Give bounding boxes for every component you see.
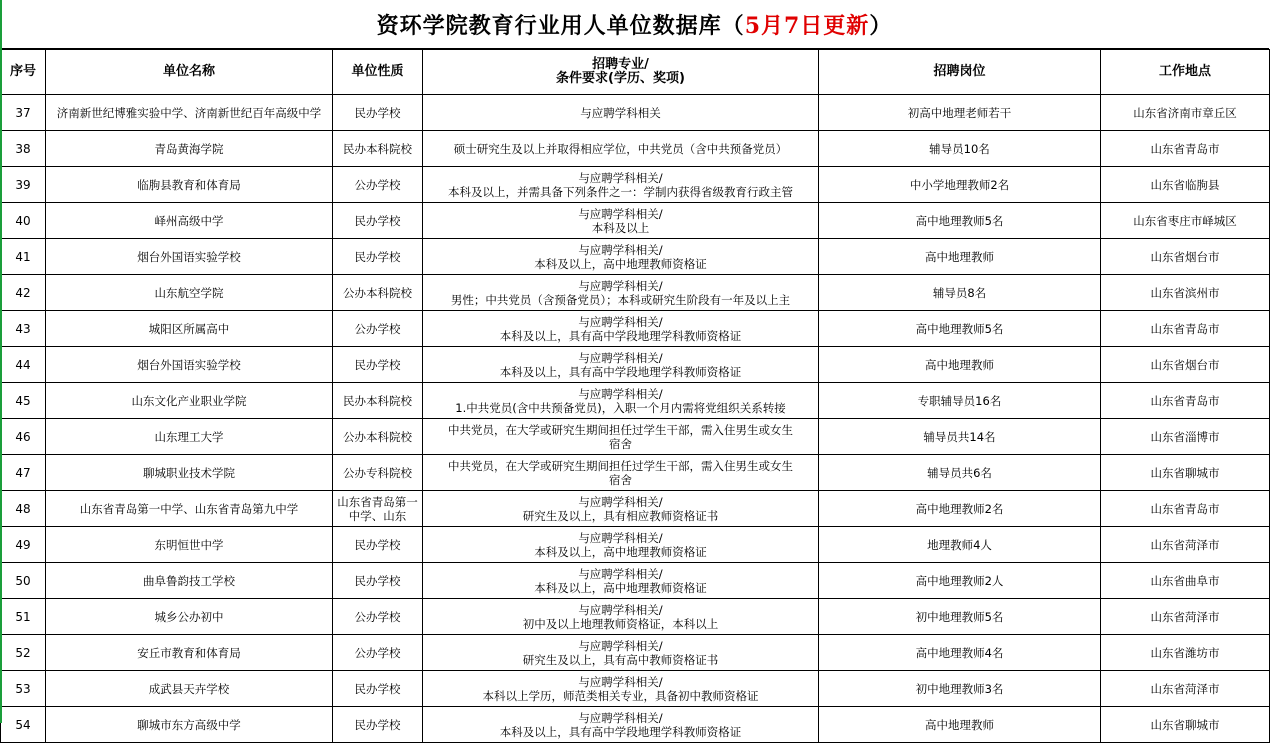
table-row [1,311,1270,347]
title-suffix: ） [869,12,893,39]
cell-post-text: 辅导员共6名 [927,465,992,480]
cell-post[interactable] [819,239,1101,275]
cell-post-text: 高中地理教师2名 [915,501,1004,516]
cell-post-text: 高中地理教师2人 [915,573,1004,588]
requirements-line2: 本科及以上，并需具备下列条件之一：学制内获得省级教育行政主管 [448,184,793,199]
cell-place-text: 山东省滨州市 [1150,285,1220,300]
cell-no[interactable] [1,311,46,347]
cell-no[interactable] [1,95,46,131]
cell-no[interactable] [1,491,46,527]
requirements-line2: 本科及以上，具有高中学段地理学科教师资格证 [499,724,742,739]
cell-post-text: 高中地理教师5名 [915,213,1004,228]
cell-post[interactable] [819,131,1101,167]
cell-nature-text: 民办学校 [354,213,401,228]
cell-no-text: 44 [15,357,31,372]
cell-unit[interactable] [46,347,333,383]
cell-unit-text: 临朐县教育和体育局 [137,177,241,192]
requirements-line1: 与应聘学科相关/ [578,638,663,653]
cell-place[interactable] [1101,167,1270,203]
cell-post[interactable] [819,491,1101,527]
requirements-line1: 与应聘学科相关/ [578,494,663,509]
cell-nature[interactable] [333,311,423,347]
cell-no[interactable] [1,563,46,599]
requirements-line2: 本科以上学历，师范类相关专业，具备初中教师资格证 [482,688,759,703]
header-no[interactable]: 序号 [1,50,46,95]
cell-nature[interactable] [333,347,423,383]
table-row [1,95,1270,131]
cell-requirements[interactable] [423,239,819,275]
cell-no-text: 47 [15,465,31,480]
cell-post[interactable] [819,635,1101,671]
table-row [1,599,1270,635]
cell-place-text: 山东省菏泽市 [1150,537,1220,552]
cell-post[interactable] [819,347,1101,383]
cell-no-text: 51 [15,609,31,624]
cell-nature-text: 公办本科院校 [343,429,412,444]
table-row [1,455,1270,491]
title-update-date: 5月7日更新 [744,12,870,39]
cell-no[interactable] [1,167,46,203]
table-row [1,563,1270,599]
cell-post[interactable] [819,203,1101,239]
cell-no-text: 53 [15,681,31,696]
title-prefix: 资环学院教育行业用人单位数据库（ [376,12,745,39]
cell-place-text: 山东省烟台市 [1150,357,1220,372]
cell-nature-text: 民办学校 [354,249,401,264]
cell-requirements[interactable] [423,455,819,491]
cell-no-text: 43 [15,321,31,336]
cell-place-text: 山东省菏泽市 [1150,681,1220,696]
cell-nature-text: 公办学校 [354,609,401,624]
cell-place[interactable] [1101,455,1270,491]
cell-place[interactable] [1101,311,1270,347]
cell-nature[interactable] [333,707,423,743]
cell-nature-text: 民办本科院校 [343,141,412,156]
cell-post-text: 中小学地理教师2名 [909,177,1010,192]
requirements-line2: 本科及以上，具有高中学段地理学科教师资格证 [499,364,742,379]
cell-no-text: 37 [15,105,31,120]
cell-requirements[interactable] [423,563,819,599]
cell-requirements[interactable] [423,275,819,311]
cell-unit-text: 曲阜鲁韵技工学校 [143,573,235,588]
cell-post-text: 初中地理教师3名 [915,681,1004,696]
cell-nature-text: 公办学校 [354,177,401,192]
cell-place-text: 山东省青岛市 [1150,393,1220,408]
header-nature[interactable]: 单位性质 [333,50,423,95]
cell-place[interactable] [1101,419,1270,455]
cell-nature[interactable] [333,239,423,275]
cell-nature[interactable] [333,527,423,563]
header-row [1,50,1270,95]
cell-post-text: 辅导员8名 [932,285,987,300]
cell-nature-text: 山东省青岛第一中学、山东 [337,494,418,523]
table-body [1,95,1270,743]
requirements-line2: 本科及以上，高中地理教师资格证 [534,580,707,595]
cell-unit[interactable] [46,527,333,563]
cell-place-text: 山东省曲阜市 [1150,573,1220,588]
cell-nature-text: 公办专科院校 [343,465,412,480]
cell-no-text: 41 [15,249,31,264]
requirements-line1: 与应聘学科相关/ [578,242,663,257]
cell-unit[interactable] [46,275,333,311]
cell-nature-text: 公办本科院校 [343,285,412,300]
cell-post-text: 高中地理教师 [925,717,994,732]
cell-no[interactable] [1,383,46,419]
cell-nature[interactable] [333,491,423,527]
cell-unit[interactable] [46,311,333,347]
table-row [1,239,1270,275]
cell-requirements[interactable] [423,311,819,347]
cell-no-text: 52 [15,645,31,660]
cell-unit[interactable] [46,239,333,275]
table-row [1,707,1270,743]
cell-no[interactable] [1,419,46,455]
cell-nature-text: 民办学校 [354,357,401,372]
table-row [1,383,1270,419]
requirements-line2: 初中及以上地理教师资格证，本科以上 [522,616,719,631]
table-row [1,671,1270,707]
header-place[interactable]: 工作地点 [1101,50,1270,95]
requirements-line2: 男性；中共党员（含预备党员）；本科或研究生阶段有一年及以上主 [450,292,791,307]
cell-post-text: 高中地理教师5名 [915,321,1004,336]
cell-post[interactable] [819,311,1101,347]
header-unit[interactable]: 单位名称 [46,50,333,95]
cell-post[interactable] [819,95,1101,131]
cell-place-text: 山东省潍坊市 [1150,645,1220,660]
cell-place-text: 山东省济南市章丘区 [1133,105,1237,120]
requirements-line1: 与应聘学科相关/ [578,386,663,401]
cell-requirements[interactable] [423,131,819,167]
cell-unit-text: 烟台外国语实验学校 [137,249,241,264]
requirements-line1: 与应聘学科相关/ [578,278,663,293]
cell-unit-text: 山东理工大学 [154,429,224,444]
cell-requirements[interactable] [423,167,819,203]
cell-no[interactable] [1,527,46,563]
table-row [1,635,1270,671]
cell-nature[interactable] [333,455,423,491]
requirements-line1: 与应聘学科相关/ [578,170,663,185]
requirements-line2: 研究生及以上，具有相应教师资格证书 [522,508,719,523]
cell-requirements[interactable] [423,707,819,743]
requirements-line2: 宿舍 [609,472,632,487]
cell-no[interactable] [1,275,46,311]
cell-place-text: 山东省枣庄市峄城区 [1133,213,1237,228]
cell-post[interactable] [819,527,1101,563]
cell-post[interactable] [819,419,1101,455]
requirements-line1: 与应聘学科相关/ [578,206,663,221]
requirements-line1: 与应聘学科相关/ [578,566,663,581]
page-title [0,0,1269,49]
requirements-line1: 与应聘学科相关 [580,105,661,120]
table-row [1,275,1270,311]
cell-requirements[interactable] [423,671,819,707]
cell-unit[interactable] [46,671,333,707]
cell-place[interactable] [1101,491,1270,527]
cell-place[interactable] [1101,347,1270,383]
cell-unit-text: 烟台外国语实验学校 [137,357,241,372]
header-post[interactable]: 招聘岗位 [819,50,1101,95]
cell-no-text: 50 [15,573,31,588]
cell-requirements[interactable] [423,383,819,419]
cell-unit-text: 山东航空学院 [154,285,224,300]
cell-place-text: 山东省青岛市 [1150,501,1220,516]
cell-nature[interactable] [333,131,423,167]
requirements-line1: 与应聘学科相关/ [578,674,663,689]
cell-unit[interactable] [46,419,333,455]
cell-requirements[interactable] [423,527,819,563]
cell-place[interactable] [1101,563,1270,599]
cell-nature[interactable] [333,203,423,239]
cell-post-text: 地理教师4人 [927,537,992,552]
cell-unit-text: 峄州高级中学 [154,213,224,228]
cell-no[interactable] [1,131,46,167]
table-row [1,203,1270,239]
cell-place-text: 山东省淄博市 [1150,429,1220,444]
cell-place-text: 山东省烟台市 [1150,249,1220,264]
cell-place[interactable] [1101,635,1270,671]
cell-nature-text: 民办学校 [354,537,401,552]
requirements-line1: 与应聘学科相关/ [578,710,663,725]
cell-place[interactable] [1101,383,1270,419]
cell-requirements[interactable] [423,347,819,383]
cell-unit[interactable] [46,203,333,239]
cell-no-text: 42 [15,285,31,300]
cell-unit-text: 济南新世纪博雅实验中学、济南新世纪百年高级中学 [56,105,322,120]
cell-unit[interactable] [46,131,333,167]
cell-post-text: 高中地理教师 [925,357,994,372]
cell-post-text: 高中地理教师 [925,249,994,264]
cell-unit[interactable] [46,491,333,527]
cell-no-text: 40 [15,213,31,228]
cell-requirements[interactable] [423,419,819,455]
cell-nature[interactable] [333,95,423,131]
requirements-line2: 本科及以上，高中地理教师资格证 [534,256,707,271]
cell-place[interactable] [1101,131,1270,167]
cell-no-text: 46 [15,429,31,444]
cell-no-text: 49 [15,537,31,552]
table-row [1,131,1270,167]
cell-nature-text: 民办学校 [354,717,401,732]
requirements-line1: 与应聘学科相关/ [578,350,663,365]
cell-post[interactable] [819,275,1101,311]
requirements-line1: 与应聘学科相关/ [578,530,663,545]
cell-place-text: 山东省青岛市 [1150,141,1220,156]
cell-unit[interactable] [46,167,333,203]
cell-unit-text: 城乡公办初中 [154,609,224,624]
cell-no[interactable] [1,347,46,383]
table-row [1,347,1270,383]
cell-place[interactable] [1101,527,1270,563]
cell-unit[interactable] [46,383,333,419]
cell-unit[interactable] [46,95,333,131]
cell-requirements[interactable] [423,203,819,239]
cell-no[interactable] [1,239,46,275]
cell-unit[interactable] [46,635,333,671]
cell-place-text: 山东省聊城市 [1150,465,1220,480]
requirements-line2: 宿舍 [609,436,632,451]
cell-no-text: 48 [15,501,31,516]
cell-unit-text: 聊城职业技术学院 [143,465,235,480]
requirements-line1: 中共党员，在大学或研究生期间担任过学生干部，需入住男生或女生 [448,422,793,437]
cell-nature[interactable] [333,383,423,419]
cell-requirements[interactable] [423,491,819,527]
cell-post[interactable] [819,563,1101,599]
requirements-line1: 与应聘学科相关/ [578,314,663,329]
table-row [1,527,1270,563]
cell-unit-text: 成武县天卉学校 [148,681,230,696]
cell-unit[interactable] [46,599,333,635]
cell-unit-text: 聊城市东方高级中学 [137,717,241,732]
header-requirements[interactable] [423,50,819,95]
requirements-line1: 与应聘学科相关/ [578,602,663,617]
cell-nature[interactable] [333,671,423,707]
requirements-line1: 硕士研究生及以上并取得相应学位，中共党员（含中共预备党员） [453,141,788,156]
cell-no[interactable] [1,599,46,635]
cell-place[interactable] [1101,239,1270,275]
cell-post-text: 辅导员10名 [929,141,990,156]
header-req-line2: 条件要求(学历、奖项) [556,71,685,86]
cell-nature-text: 民办学校 [354,573,401,588]
cell-requirements[interactable] [423,599,819,635]
cell-post[interactable] [819,707,1101,743]
requirements-line2: 1.中共党员(含中共预备党员)，入职一个月内需将党组织关系转接 [455,400,786,415]
employer-table [0,49,1270,743]
cell-post[interactable] [819,599,1101,635]
cell-post-text: 初中地理教师5名 [915,609,1004,624]
cell-unit[interactable] [46,707,333,743]
cell-no-text: 45 [15,393,31,408]
cell-nature-text: 民办学校 [354,681,401,696]
cell-nature[interactable] [333,167,423,203]
requirements-line1: 中共党员，在大学或研究生期间担任过学生干部，需入住男生或女生 [448,458,793,473]
cell-nature[interactable] [333,419,423,455]
cell-nature-text: 公办学校 [354,645,401,660]
cell-nature[interactable] [333,599,423,635]
cell-post[interactable] [819,455,1101,491]
cell-no[interactable] [1,635,46,671]
cell-unit-text: 山东省青岛第一中学、山东省青岛第九中学 [79,501,299,516]
cell-place-text: 山东省聊城市 [1150,717,1220,732]
cell-place[interactable] [1101,95,1270,131]
table-row [1,419,1270,455]
cell-unit[interactable] [46,455,333,491]
header-req-line1: 招聘专业/ [592,57,649,72]
cell-post-text: 初高中地理老师若干 [907,105,1012,120]
cell-post-text: 专职辅导员16名 [917,393,1002,408]
requirements-line2: 本科及以上，具有高中学段地理学科教师资格证 [499,328,742,343]
cell-nature[interactable] [333,635,423,671]
cell-post[interactable] [819,167,1101,203]
cell-no-text: 54 [15,717,31,732]
cell-unit-text: 东明恒世中学 [154,537,224,552]
cell-place[interactable] [1101,599,1270,635]
cell-unit-text: 安丘市教育和体育局 [137,645,241,660]
cell-post[interactable] [819,671,1101,707]
cell-no[interactable] [1,203,46,239]
cell-post[interactable] [819,383,1101,419]
cell-no[interactable] [1,707,46,743]
cell-no[interactable] [1,455,46,491]
cell-unit-text: 山东文化产业职业学院 [131,393,247,408]
cell-no-text: 39 [15,177,31,192]
cell-post-text: 高中地理教师4名 [915,645,1004,660]
requirements-line2: 研究生及以上，具有高中教师资格证书 [522,652,719,667]
requirements-line2: 本科及以上 [591,220,650,235]
cell-no-text: 38 [15,141,31,156]
cell-place[interactable] [1101,203,1270,239]
cell-unit[interactable] [46,563,333,599]
cell-nature[interactable] [333,275,423,311]
cell-no[interactable] [1,671,46,707]
cell-nature-text: 公办学校 [354,321,401,336]
cell-place[interactable] [1101,707,1270,743]
cell-nature-text: 民办本科院校 [343,393,412,408]
table-row [1,491,1270,527]
cell-place-text: 山东省菏泽市 [1150,609,1220,624]
cell-place-text: 山东省临朐县 [1150,177,1220,192]
cell-nature[interactable] [333,563,423,599]
cell-unit-text: 城阳区所属高中 [148,321,230,336]
requirements-line2: 本科及以上，高中地理教师资格证 [534,544,707,559]
cell-nature-text: 民办学校 [354,105,401,120]
cell-requirements[interactable] [423,635,819,671]
cell-place-text: 山东省青岛市 [1150,321,1220,336]
cell-post-text: 辅导员共14名 [923,429,996,444]
cell-requirements[interactable] [423,95,819,131]
cell-place[interactable] [1101,275,1270,311]
cell-unit-text: 青岛黄海学院 [154,141,224,156]
sheet-left-border [0,0,2,723]
table-row [1,167,1270,203]
cell-place[interactable] [1101,671,1270,707]
